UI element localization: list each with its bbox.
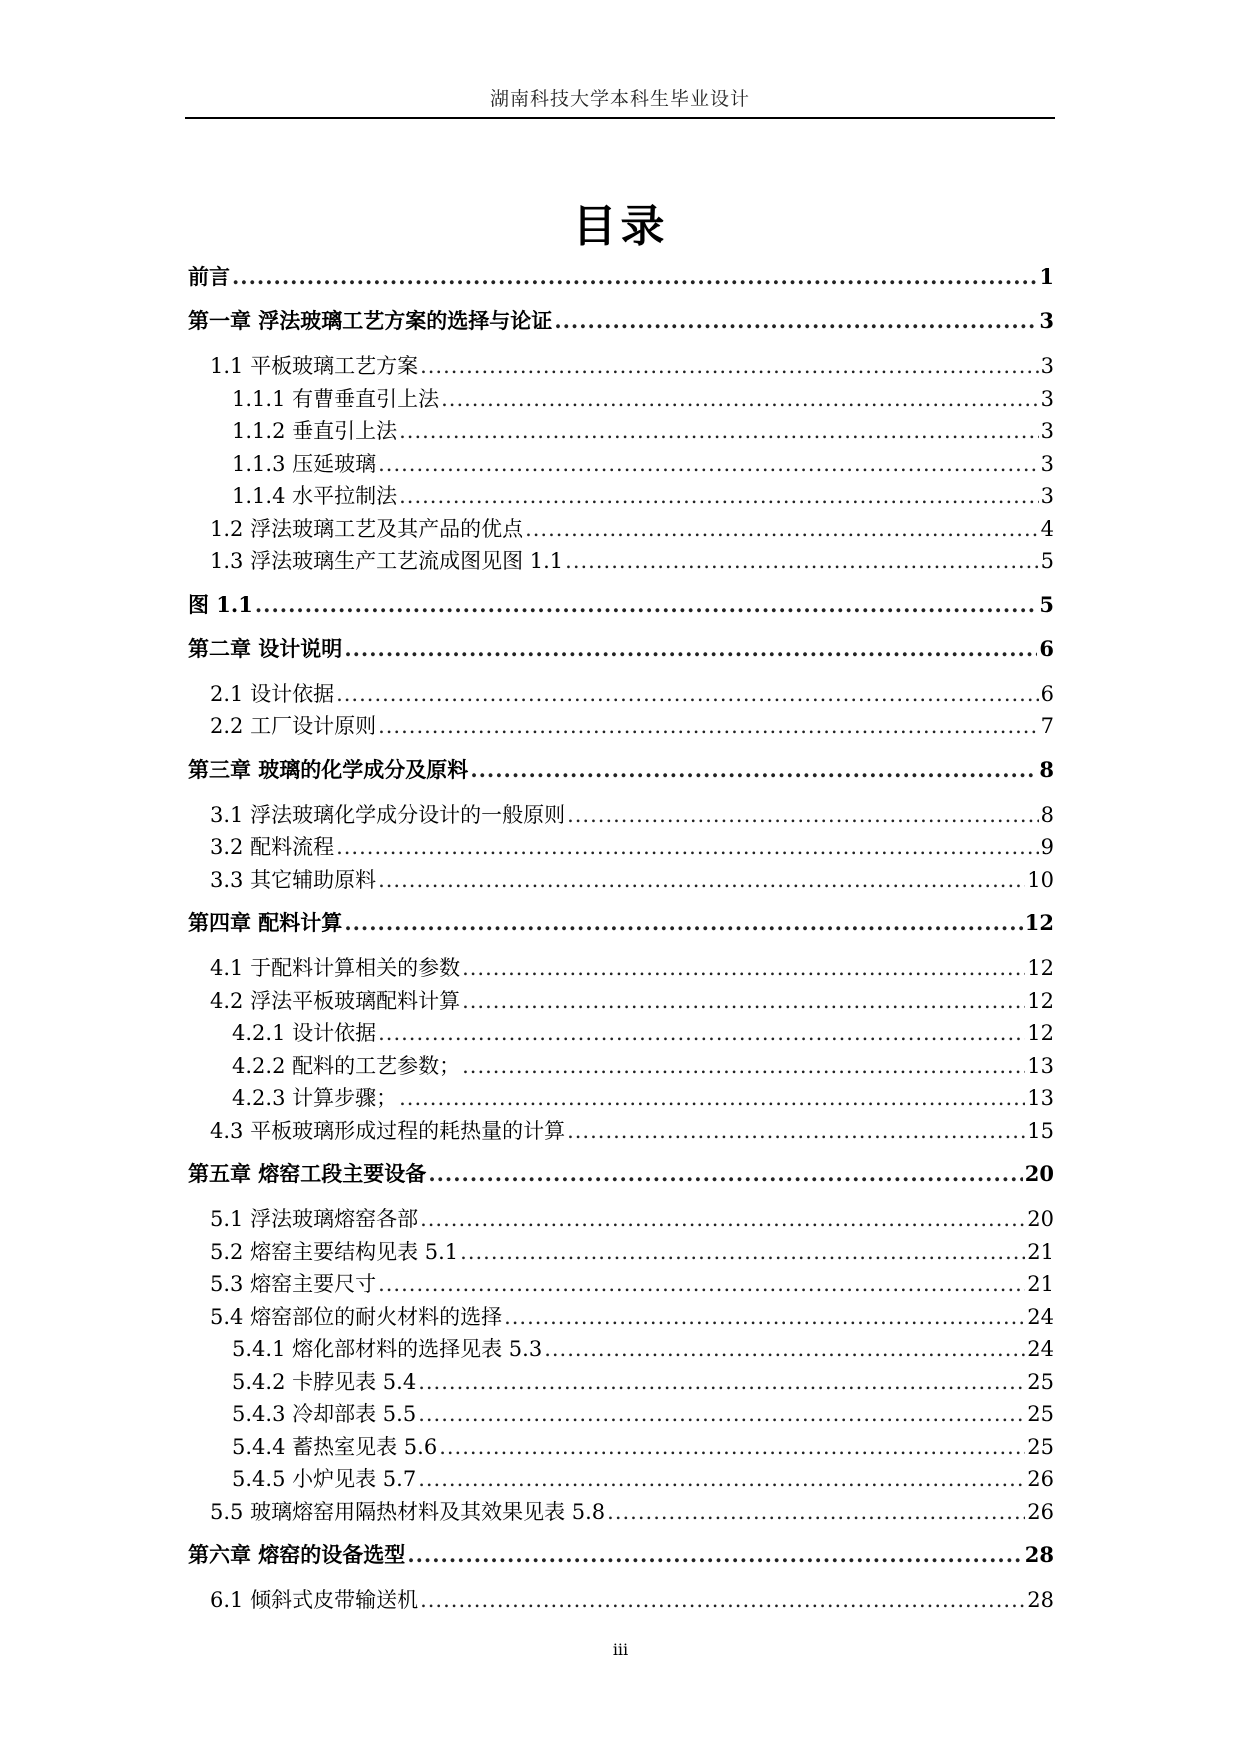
toc-chapter-entry[interactable]: [188, 908, 1054, 938]
toc-section-entry[interactable]: [188, 831, 1054, 864]
toc-entry-page: 8: [1039, 756, 1054, 782]
header-rule: [185, 117, 1055, 119]
toc-subsection-entry[interactable]: [188, 1366, 1054, 1399]
toc-entry-title: 5.1 浮法玻璃熔窑各部: [210, 1207, 419, 1231]
toc-entry-title: 第一章 浮法玻璃工艺方案的选择与论证: [188, 308, 553, 333]
toc-section-entry[interactable]: [188, 1115, 1054, 1148]
dot-leader: [428, 1159, 1022, 1189]
toc-entry-page: 6: [1040, 681, 1054, 706]
toc-entry-page: 24: [1027, 1304, 1054, 1329]
toc-entry-page: 3: [1040, 419, 1054, 443]
toc-chapter-entry[interactable]: [188, 755, 1054, 785]
toc-entry-page: 12: [1027, 1021, 1054, 1045]
toc-entry-title: 5.5 玻璃熔窑用隔热材料及其效果见表 5.8: [210, 1499, 606, 1524]
toc-entry-title: 1.3 浮法玻璃生产工艺流成图见图 1.1: [210, 549, 564, 573]
dot-leader: [399, 1082, 1025, 1115]
toc-entry-title: 1.1.1 有曹垂直引上法: [232, 386, 440, 411]
toc-entry-title: 3.3 其它辅助原料: [210, 867, 377, 892]
toc-entry-title: 第五章 熔窑工段主要设备: [188, 1161, 427, 1186]
toc-entry-page: 6: [1039, 635, 1054, 661]
toc-entry-page: 10: [1027, 867, 1054, 892]
toc-entry-title: 图 1.1: [188, 591, 253, 617]
toc-subsection-entry[interactable]: [188, 1082, 1054, 1115]
toc-entry-page: 24: [1027, 1337, 1054, 1361]
toc-entry-title: 5.4 熔窑部位的耐火材料的选择: [210, 1304, 503, 1329]
dot-leader: [439, 1431, 1025, 1464]
dot-leader: [420, 1203, 1025, 1236]
dot-leader: [504, 1301, 1025, 1334]
toc-entry-title: 4.2.2 配料的工艺参数；: [232, 1053, 461, 1078]
toc-entry-page: 21: [1027, 1239, 1054, 1264]
toc-subsection-entry[interactable]: [188, 383, 1054, 416]
toc-entry-page: 26: [1027, 1467, 1054, 1491]
toc-section-entry[interactable]: [188, 1203, 1054, 1236]
toc-entry-title: 前言: [188, 264, 230, 289]
dot-leader: [418, 1463, 1025, 1496]
toc-entry-title: 5.4.2 卡脖见表 5.4: [232, 1369, 417, 1394]
toc-entry-title: 5.4.4 蓄热室见表 5.6: [232, 1434, 438, 1459]
toc-section-entry[interactable]: [188, 1496, 1054, 1529]
page-number: iii: [612, 1640, 629, 1659]
toc-chapter-entry[interactable]: [188, 590, 1054, 620]
dot-leader: [462, 1050, 1025, 1083]
toc-section-entry[interactable]: [188, 1268, 1054, 1301]
toc-entry-title: 5.4.5 小炉见表 5.7: [232, 1467, 417, 1491]
toc-entry-page: 13: [1027, 1053, 1054, 1078]
toc-chapter-entry[interactable]: [188, 262, 1054, 292]
toc-entry-title: 3.2 配料流程: [210, 835, 335, 859]
dot-leader: [336, 831, 1039, 864]
toc-subsection-entry[interactable]: [188, 1333, 1054, 1366]
toc-entry-page: 9: [1040, 835, 1054, 859]
toc-subsection-entry[interactable]: [188, 415, 1054, 448]
dot-leader: [378, 1017, 1025, 1050]
dot-leader: [460, 1236, 1025, 1269]
toc-entry-page: 25: [1027, 1434, 1054, 1459]
toc-entry-title: 4.1 于配料计算相关的参数: [210, 956, 461, 980]
dot-leader: [554, 306, 1037, 336]
toc-section-entry[interactable]: [188, 1236, 1054, 1269]
dot-leader: [407, 1540, 1022, 1570]
dot-leader: [378, 448, 1039, 481]
toc-entry-title: 5.2 熔窑主要结构见表 5.1: [210, 1239, 459, 1264]
toc-subsection-entry[interactable]: [188, 480, 1054, 513]
toc-subsection-entry[interactable]: [188, 448, 1054, 481]
toc-entry-page: 5: [1039, 591, 1054, 617]
toc-entry-title: 4.2.3 计算步骤；: [232, 1086, 398, 1110]
toc-entry-page: 26: [1027, 1499, 1054, 1524]
toc-entry-page: 25: [1027, 1369, 1054, 1394]
toc-section-entry[interactable]: [188, 1301, 1054, 1334]
dot-leader: [255, 590, 1038, 620]
dot-leader: [418, 1366, 1025, 1399]
toc-chapter-entry[interactable]: [188, 1159, 1054, 1189]
toc-chapter-entry[interactable]: [188, 634, 1054, 664]
toc-entry-title: 第三章 玻璃的化学成分及原料: [188, 756, 469, 782]
toc-entry-page: 1: [1039, 264, 1054, 289]
toc-entry-page: 3: [1040, 451, 1054, 476]
toc-subsection-entry[interactable]: [188, 1017, 1054, 1050]
toc-section-entry[interactable]: [188, 799, 1054, 832]
toc-entry-title: 第四章 配料计算: [188, 910, 343, 935]
dot-leader: [336, 678, 1039, 711]
toc-entry-title: 第二章 设计说明: [188, 635, 343, 661]
toc-subsection-entry[interactable]: [188, 1050, 1054, 1083]
toc-section-entry[interactable]: [188, 350, 1054, 383]
dot-leader: [378, 710, 1039, 743]
toc-entry-title: 5.3 熔窑主要尺寸: [210, 1272, 377, 1296]
dot-leader: [441, 383, 1039, 416]
toc-entry-page: 12: [1024, 910, 1054, 935]
toc-chapter-entry[interactable]: [188, 1540, 1054, 1570]
toc-section-entry[interactable]: [188, 513, 1054, 546]
toc-entry-title: 2.1 设计依据: [210, 681, 335, 706]
dot-leader: [544, 1333, 1025, 1366]
toc-subsection-entry[interactable]: [188, 1431, 1054, 1464]
toc-section-entry[interactable]: [188, 710, 1054, 743]
dot-leader: [462, 985, 1025, 1018]
toc-entry-title: 1.1 平板玻璃工艺方案: [210, 354, 419, 378]
running-header: 湖南科技大学本科生毕业设计: [489, 88, 750, 110]
dot-leader: [399, 415, 1039, 448]
toc-entry-page: 3: [1040, 484, 1054, 508]
toc-section-entry[interactable]: [188, 545, 1054, 578]
toc-chapter-entry[interactable]: [188, 306, 1054, 336]
dot-leader: [344, 908, 1022, 938]
toc-subsection-entry[interactable]: [188, 1463, 1054, 1496]
toc-entry-page: 12: [1027, 956, 1054, 980]
dot-leader: [525, 513, 1039, 546]
dot-leader: [420, 1584, 1025, 1617]
toc-entry-title: 6.1 倾斜式皮带输送机: [210, 1588, 419, 1612]
toc-entry-page: 25: [1027, 1402, 1054, 1426]
toc-section-entry[interactable]: [188, 864, 1054, 897]
dot-leader: [567, 799, 1039, 832]
toc-entry-title: 4.2.1 设计依据: [232, 1021, 377, 1045]
toc-entry-title: 5.4.3 冷却部表 5.5: [232, 1402, 417, 1426]
toc-entry-page: 20: [1027, 1207, 1054, 1231]
toc-entry-page: 7: [1040, 714, 1054, 738]
toc-entry-page: 3: [1039, 308, 1054, 333]
dot-leader: [418, 1398, 1025, 1431]
dot-leader: [378, 864, 1025, 897]
dot-leader: [399, 480, 1039, 513]
dot-leader: [607, 1496, 1025, 1529]
dot-leader: [232, 262, 1037, 292]
toc-entry-page: 5: [1040, 549, 1054, 573]
toc-entry-title: 4.3 平板玻璃形成过程的耗热量的计算: [210, 1118, 566, 1143]
toc-entry-page: 28: [1024, 1542, 1054, 1567]
toc-section-entry[interactable]: [188, 952, 1054, 985]
toc-section-entry[interactable]: [188, 985, 1054, 1018]
toc-entry-page: 8: [1040, 802, 1054, 827]
toc-subsection-entry[interactable]: [188, 1398, 1054, 1431]
toc-entry-page: 3: [1040, 354, 1054, 378]
page-title: 目录: [572, 201, 669, 252]
toc-section-entry[interactable]: [188, 678, 1054, 711]
dot-leader: [344, 634, 1037, 664]
toc-entry-page: 13: [1027, 1086, 1054, 1110]
toc-entry-page: 12: [1027, 988, 1054, 1013]
toc-entry-title: 2.2 工厂设计原则: [210, 714, 377, 738]
table-of-contents: [188, 262, 1054, 1629]
toc-entry-title: 1.2 浮法玻璃工艺及其产品的优点: [210, 516, 524, 541]
dot-leader: [462, 952, 1025, 985]
toc-entry-title: 1.1.3 压延玻璃: [232, 451, 377, 476]
toc-entry-page: 28: [1027, 1588, 1054, 1612]
toc-entry-page: 20: [1024, 1161, 1054, 1186]
toc-entry-page: 4: [1040, 516, 1054, 541]
toc-entry-title: 1.1.2 垂直引上法: [232, 419, 398, 443]
dot-leader: [470, 755, 1037, 785]
toc-entry-page: 15: [1027, 1118, 1054, 1143]
toc-entry-title: 4.2 浮法平板玻璃配料计算: [210, 988, 461, 1013]
toc-entry-title: 3.1 浮法玻璃化学成分设计的一般原则: [210, 802, 566, 827]
toc-entry-title: 5.4.1 熔化部材料的选择见表 5.3: [232, 1337, 543, 1361]
dot-leader: [420, 350, 1039, 383]
toc-entry-page: 3: [1040, 386, 1054, 411]
toc-entry-title: 1.1.4 水平拉制法: [232, 484, 398, 508]
dot-leader: [567, 1115, 1025, 1148]
toc-entry-page: 21: [1027, 1272, 1054, 1296]
dot-leader: [565, 545, 1038, 578]
toc-entry-title: 第六章 熔窑的设备选型: [188, 1542, 406, 1567]
toc-section-entry[interactable]: [188, 1584, 1054, 1617]
dot-leader: [378, 1268, 1025, 1301]
